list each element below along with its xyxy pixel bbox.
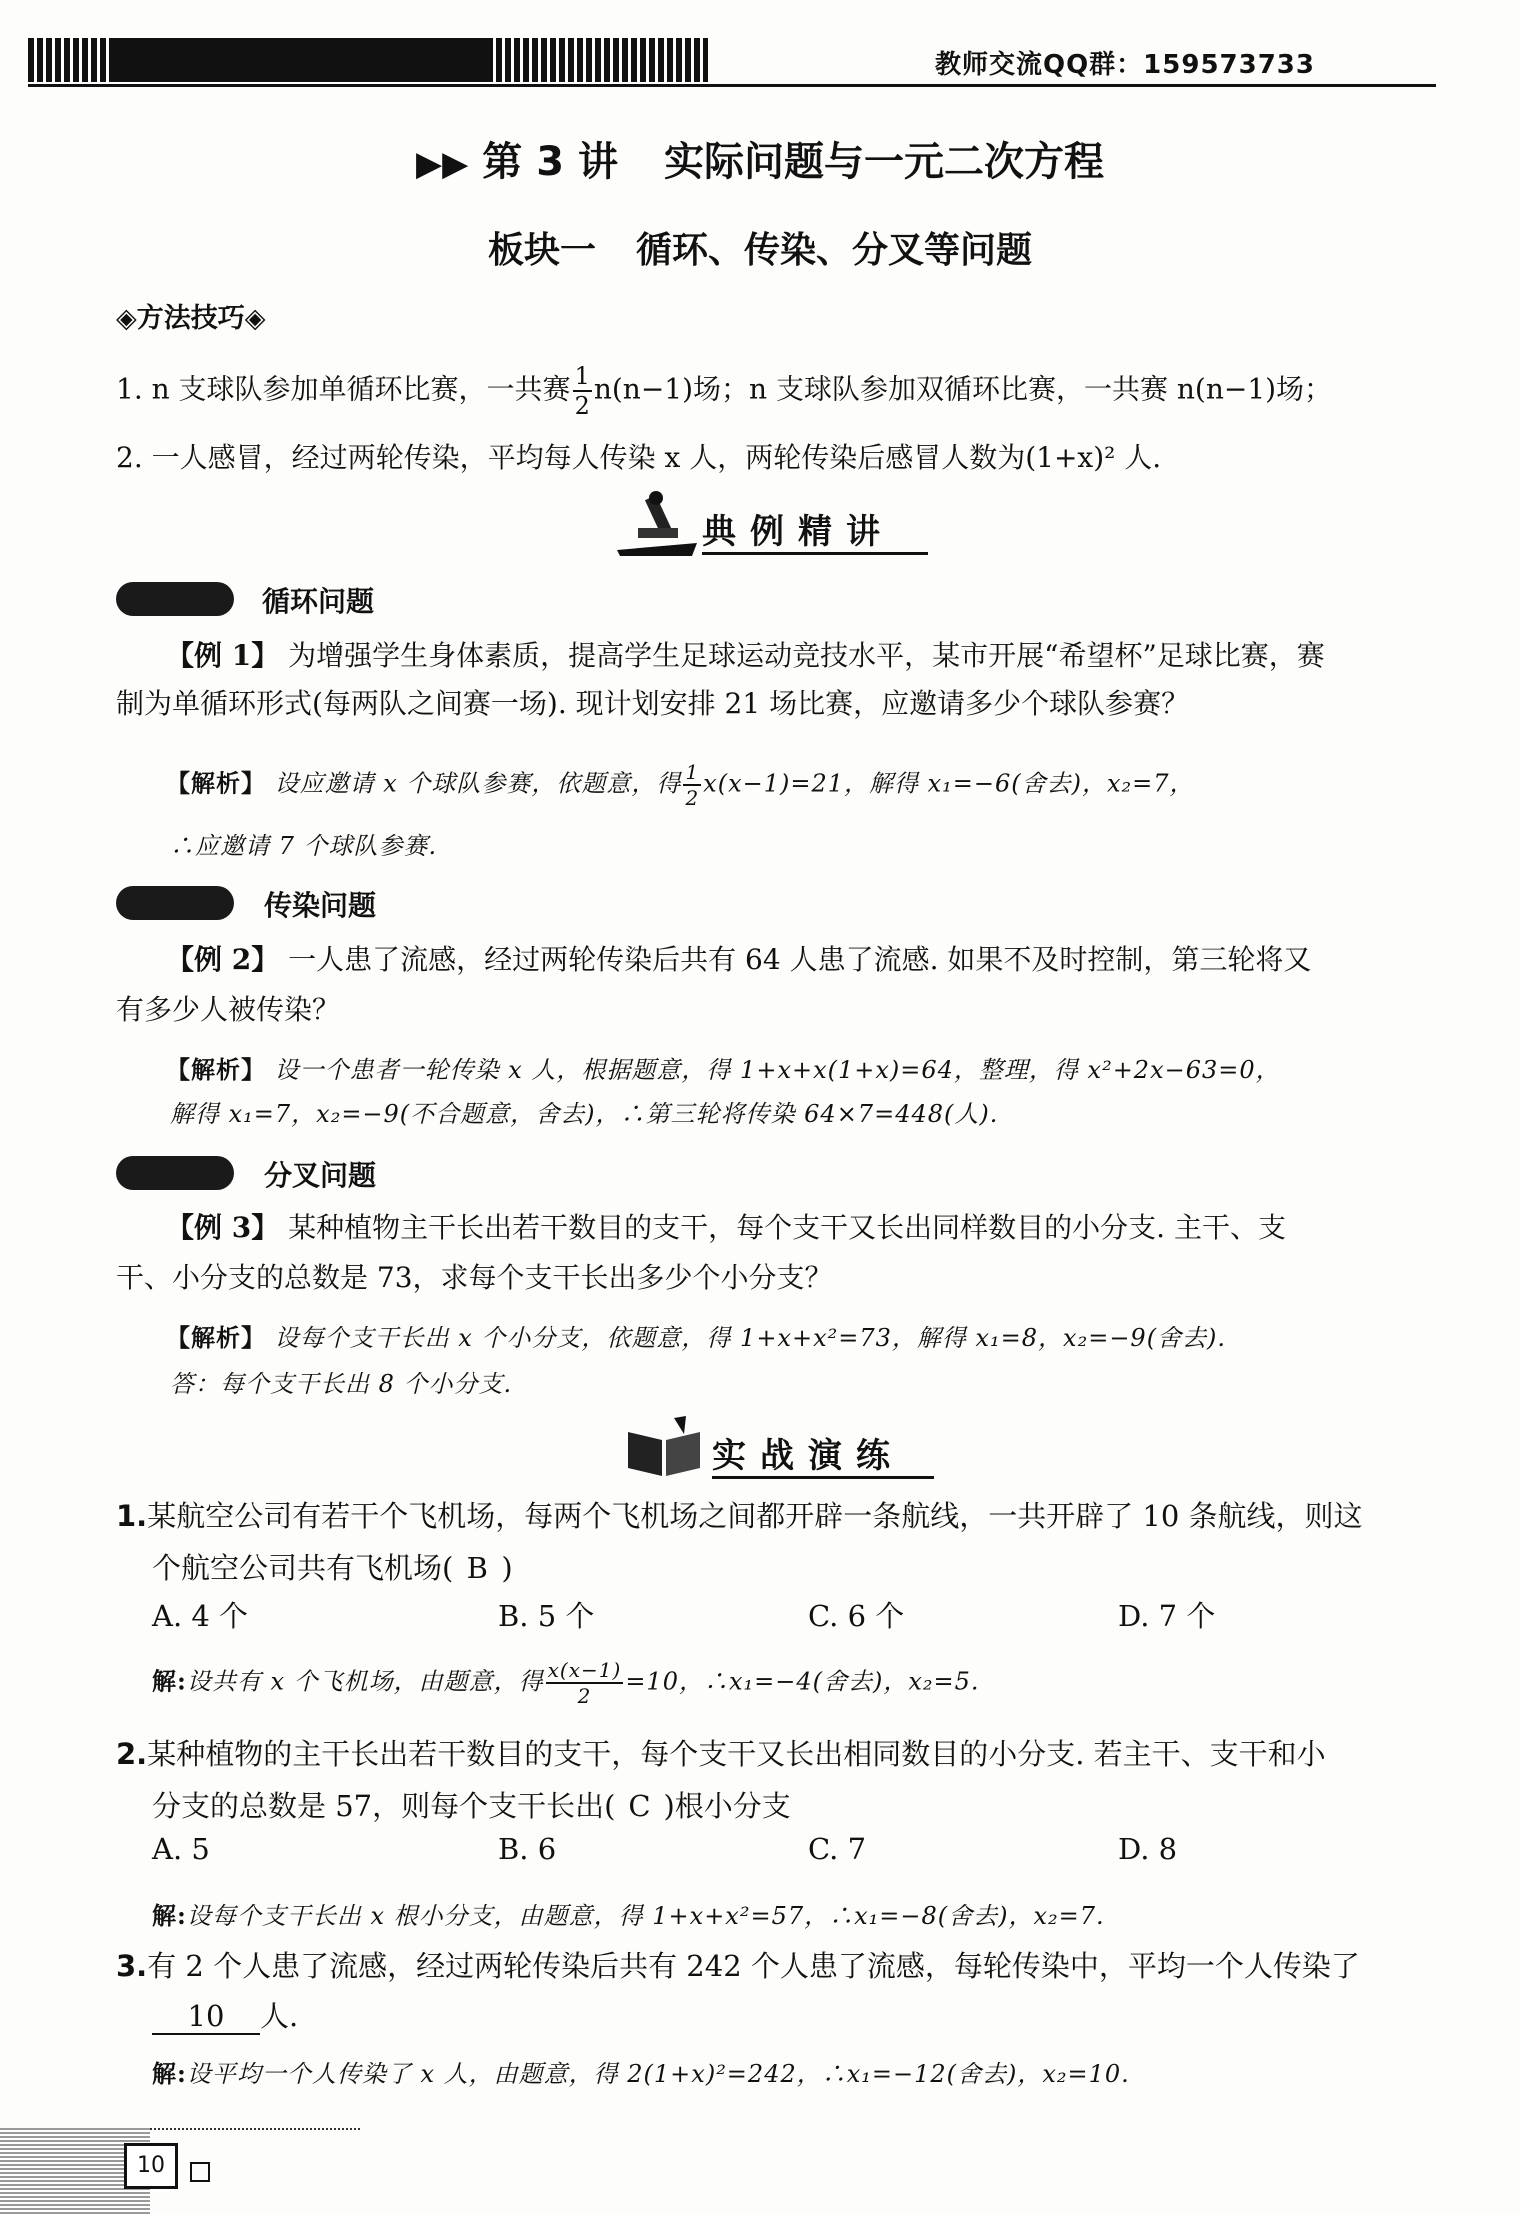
question-1-solution: 解:设共有 x 个飞机场，由题意，得 $\frac{x(x-1)}{2}$ =10，∴x₁=−4(舍去)，x₂=5.: [152, 1658, 980, 1708]
option-d: D. 7 个: [1118, 1599, 1216, 1633]
tip-item-2: 2. 一人感冒，经过两轮传染，平均每人传染 x 人，两轮传染后感冒人数为(1+x)² 人.: [116, 441, 1162, 474]
banner-underline: [702, 552, 928, 555]
question-1-line-2: 个航空公司共有飞机场( B ): [152, 1551, 513, 1585]
example-1-solution-line-2: ∴应邀请 7 个球队参赛.: [170, 832, 438, 860]
question-2-solution: 解:设每个支干长出 x 根小分支，由题意，得 1+x+x²=57，∴x₁=−8(舍去)，x₂=7.: [152, 1901, 1105, 1930]
lecture-title: [0, 130, 1520, 187]
block-name: 循环、传染、分叉等问题: [636, 230, 1033, 271]
option-b: B. 6: [498, 1832, 557, 1866]
book-icon: [624, 1414, 704, 1480]
type-pill-1: [116, 582, 234, 616]
double-arrow-icon: ▶▶: [416, 144, 469, 184]
tip-item-1: 1. n 支球队参加单循环比赛，一共赛 $\frac{1}{2}$ n(n−1)场；n 支球队参加双循环比赛，一共赛 n(n−1)场；: [116, 362, 1333, 420]
type-pill-2: [116, 886, 234, 920]
block-number: 板块一: [487, 230, 596, 271]
type-label-branch: 分叉问题: [264, 1159, 377, 1192]
page-number: 10: [124, 2143, 178, 2189]
type-label-cycle: 循环问题: [262, 585, 375, 618]
example-3-solution-line-1: 【解析】 设每个支干长出 x 个小分支，依题意，得 1+x+x²=73，解得 x₁=8，x₂=−9(舍去).: [166, 1323, 1227, 1352]
type-pill-3: [116, 1156, 234, 1190]
answer-mark: C: [628, 1789, 651, 1823]
example-2-solution-line-2: 解得 x₁=7，x₂=−9(不合题意，舍去)，∴第三轮将传染 64×7=448(人).: [170, 1100, 999, 1128]
section-subtitle: [0, 222, 1520, 273]
example-2-line-2: 有多少人被传染？: [116, 993, 341, 1026]
header-rule: [28, 84, 1436, 87]
question-3-line-2: 10 人.: [152, 1994, 298, 2035]
question-2-line-2: 分支的总数是 57，则每个支干长出( C )根小分支: [152, 1789, 791, 1823]
microscope-icon: [612, 488, 702, 558]
type-label-infection: 传染问题: [264, 889, 377, 922]
header-solid-bar: [110, 38, 490, 82]
footer-dotted-rule: [150, 2128, 360, 2130]
option-c: C. 6 个: [808, 1599, 905, 1633]
question-1-line-1: 1.某航空公司有若干个飞机场，每两个飞机场之间都开辟一条航线，一共开辟了 10 条航线，则这: [116, 1499, 1363, 1533]
example-2-solution-line-1: 【解析】 设一个患者一轮传染 x 人，根据题意，得 1+x+x(1+x)=64，整理，得 x²+2x−63=0，: [166, 1055, 1281, 1084]
question-3-line-1: 3.有 2 个人患了流感，经过两轮传染后共有 242 个人患了流感，每轮传染中，平均一个人传染了: [116, 1949, 1360, 1983]
example-3-line-1: 【例 3】 某种植物主干长出若干数目的支干，每个支干又长出同样数目的小分支. 主干、支: [166, 1211, 1286, 1244]
question-3-solution: 解:设平均一个人传染了 x 人，由题意，得 2(1+x)²=242，∴x₁=−12(舍去)，x₂=10.: [152, 2059, 1130, 2088]
header-qq-group: 教师交流QQ群：159573733: [934, 50, 1315, 80]
answer-mark: B: [466, 1551, 488, 1585]
banner-typical-examples: 典例精讲: [702, 512, 894, 552]
example-3-solution-line-2: 答：每个支干长出 8 个小分支.: [170, 1370, 513, 1398]
banner-practice: 实战演练: [712, 1436, 904, 1476]
example-2-line-1: 【例 2】 一人患了流感，经过两轮传染后共有 64 人患了流感. 如果不及时控制，第三轮将又: [166, 943, 1312, 976]
fraction: $\frac{x(x-1)}{2}$: [547, 1658, 622, 1708]
option-d: D. 8: [1118, 1832, 1178, 1866]
example-1-line-1: 【例 1】 为增强学生身体素质，提高学生足球运动竞技水平，某市开展“希望杯”足球比赛，赛: [166, 639, 1325, 672]
example-1-line-2: 制为单循环形式(每两队之间赛一场). 现计划安排 21 场比赛，应邀请多少个球队参赛？: [116, 687, 1190, 720]
option-b: B. 5 个: [498, 1599, 595, 1633]
square-icon: [190, 2162, 210, 2182]
fraction: $\frac{1}{2}$: [685, 760, 700, 810]
example-1-solution-line-1: 【解析】 设应邀请 x 个球队参赛，依题意，得 $\frac{1}{2}$ x(x−1)=21，解得 x₁=−6(舍去)，x₂=7，: [166, 760, 1195, 810]
example-3-line-2: 干、小分支的总数是 73，求每个支干长出多少个小分支？: [116, 1261, 833, 1294]
option-a: A. 5: [152, 1832, 210, 1866]
option-c: C. 7: [808, 1832, 867, 1866]
method-tips-heading: ◈方法技巧◈: [116, 303, 266, 334]
answer-blank: 10: [152, 1999, 260, 2035]
banner-underline: [712, 1476, 934, 1479]
lecture-number: 第 3 讲: [482, 139, 618, 185]
lecture-name: 实际问题与一元二次方程: [663, 139, 1104, 185]
fraction: $\frac{1}{2}$: [574, 362, 590, 420]
question-2-line-1: 2.某种植物的主干长出若干数目的支干，每个支干又长出相同数目的小分支. 若主干、支干和小: [116, 1737, 1326, 1771]
option-a: A. 4 个: [152, 1599, 249, 1633]
